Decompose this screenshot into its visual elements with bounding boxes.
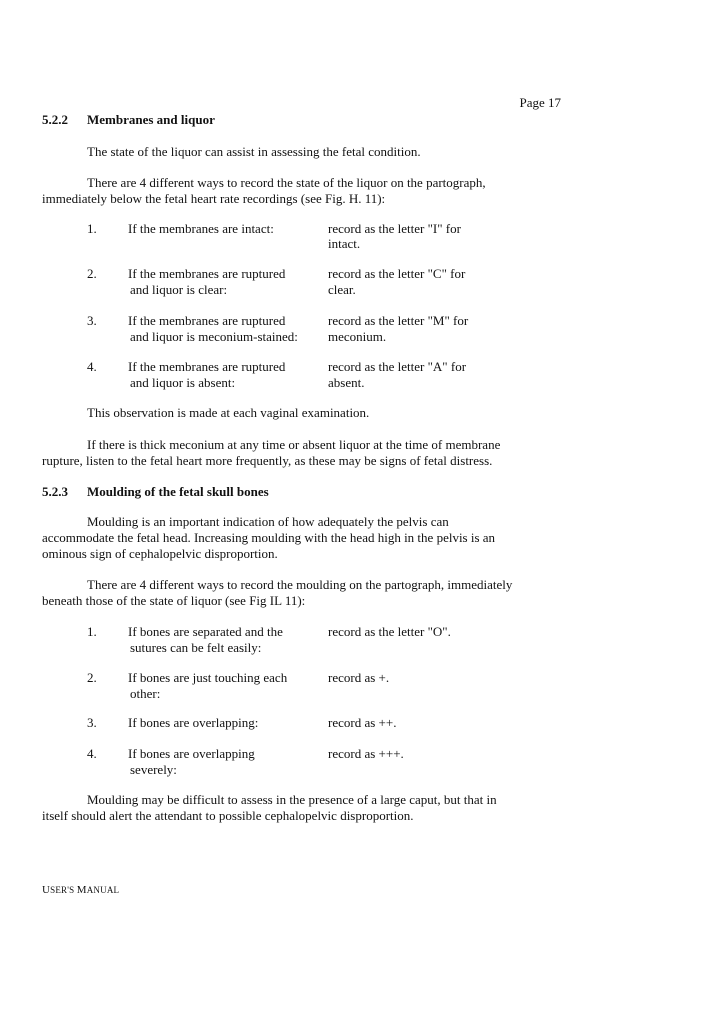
item-condition-cont: severely:	[130, 762, 177, 777]
paragraph: The state of the liquor can assist in assessing the fetal condition.	[87, 144, 421, 159]
item-record: record as the letter "I" for	[328, 221, 461, 236]
item-condition-cont: and liquor is absent:	[130, 375, 236, 390]
item-number: 4.	[87, 746, 97, 761]
item-condition-cont: other:	[130, 686, 161, 701]
paragraph-line: rupture, listen to the fetal heart more frequently, as these may be signs of fetal distress.	[42, 453, 493, 468]
item-record-cont: clear.	[328, 282, 356, 297]
item-record: record as +.	[328, 670, 390, 685]
item-condition: If bones are overlapping:	[128, 715, 259, 730]
section-title-522: Membranes and liquor	[87, 112, 215, 127]
paragraph-line: itself should alert the attendant to possible cephalopelvic disproportion.	[42, 808, 414, 823]
item-condition-cont: sutures can be felt easily:	[130, 640, 262, 655]
item-condition: If bones are overlapping	[128, 746, 255, 761]
paragraph: This observation is made at each vaginal examination.	[87, 405, 370, 420]
item-record: record as the letter "C" for	[328, 266, 466, 281]
item-number: 3.	[87, 715, 97, 730]
item-number: 1.	[87, 221, 97, 236]
footer-initial: M	[76, 884, 87, 896]
paragraph-line: Moulding may be difficult to assess in the presence of a large caput, but that in	[87, 792, 497, 807]
item-record-cont: intact.	[328, 236, 361, 251]
paragraph-line: ominous sign of cephalopelvic disproportion.	[42, 546, 278, 561]
item-record: record as the letter "A" for	[328, 359, 467, 374]
item-record: record as +++.	[328, 746, 404, 761]
section-title-523: Moulding of the fetal skull bones	[87, 484, 269, 499]
item-record: record as ++.	[328, 715, 397, 730]
paragraph-line: beneath those of the state of liquor (see Fig IL 11):	[42, 593, 306, 608]
footer-initial: U	[42, 884, 51, 896]
item-condition-cont: and liquor is clear:	[130, 282, 228, 297]
item-condition: If the membranes are ruptured	[128, 359, 286, 374]
paragraph-line: If there is thick meconium at any time or absent liquor at the time of membrane	[87, 437, 501, 452]
paragraph-line: There are 4 different ways to record the moulding on the partograph, immediately	[87, 577, 513, 592]
page-footer	[42, 882, 119, 898]
item-record: record as the letter "O".	[328, 624, 451, 639]
item-condition: If bones are separated and the	[128, 624, 283, 639]
footer-smallcaps: ANUAL	[86, 885, 120, 895]
item-number: 1.	[87, 624, 97, 639]
section-number-522: 5.2.2	[42, 112, 68, 127]
section-number-523: 5.2.3	[42, 484, 68, 499]
footer-smallcaps: SER'S	[50, 885, 77, 895]
item-number: 4.	[87, 359, 97, 374]
paragraph-line: accommodate the fetal head. Increasing moulding with the head high in the pelvis is an	[42, 530, 496, 545]
item-number: 2.	[87, 670, 97, 685]
item-record-cont: meconium.	[328, 329, 387, 344]
paragraph-line: immediately below the fetal heart rate recordings (see Fig. H. 11):	[42, 191, 386, 206]
page-number: Page 17	[519, 95, 561, 110]
item-condition: If the membranes are intact:	[128, 221, 274, 236]
item-condition: If the membranes are ruptured	[128, 266, 286, 281]
item-number: 2.	[87, 266, 97, 281]
item-record: record as the letter "M" for	[328, 313, 469, 328]
item-condition-cont: and liquor is meconium-stained:	[130, 329, 298, 344]
item-condition: If bones are just touching each	[128, 670, 288, 685]
paragraph-line: Moulding is an important indication of how adequately the pelvis can	[87, 514, 449, 529]
item-condition: If the membranes are ruptured	[128, 313, 286, 328]
paragraph-line: There are 4 different ways to record the state of the liquor on the partograph,	[87, 175, 486, 190]
item-record-cont: absent.	[328, 375, 365, 390]
item-number: 3.	[87, 313, 97, 328]
